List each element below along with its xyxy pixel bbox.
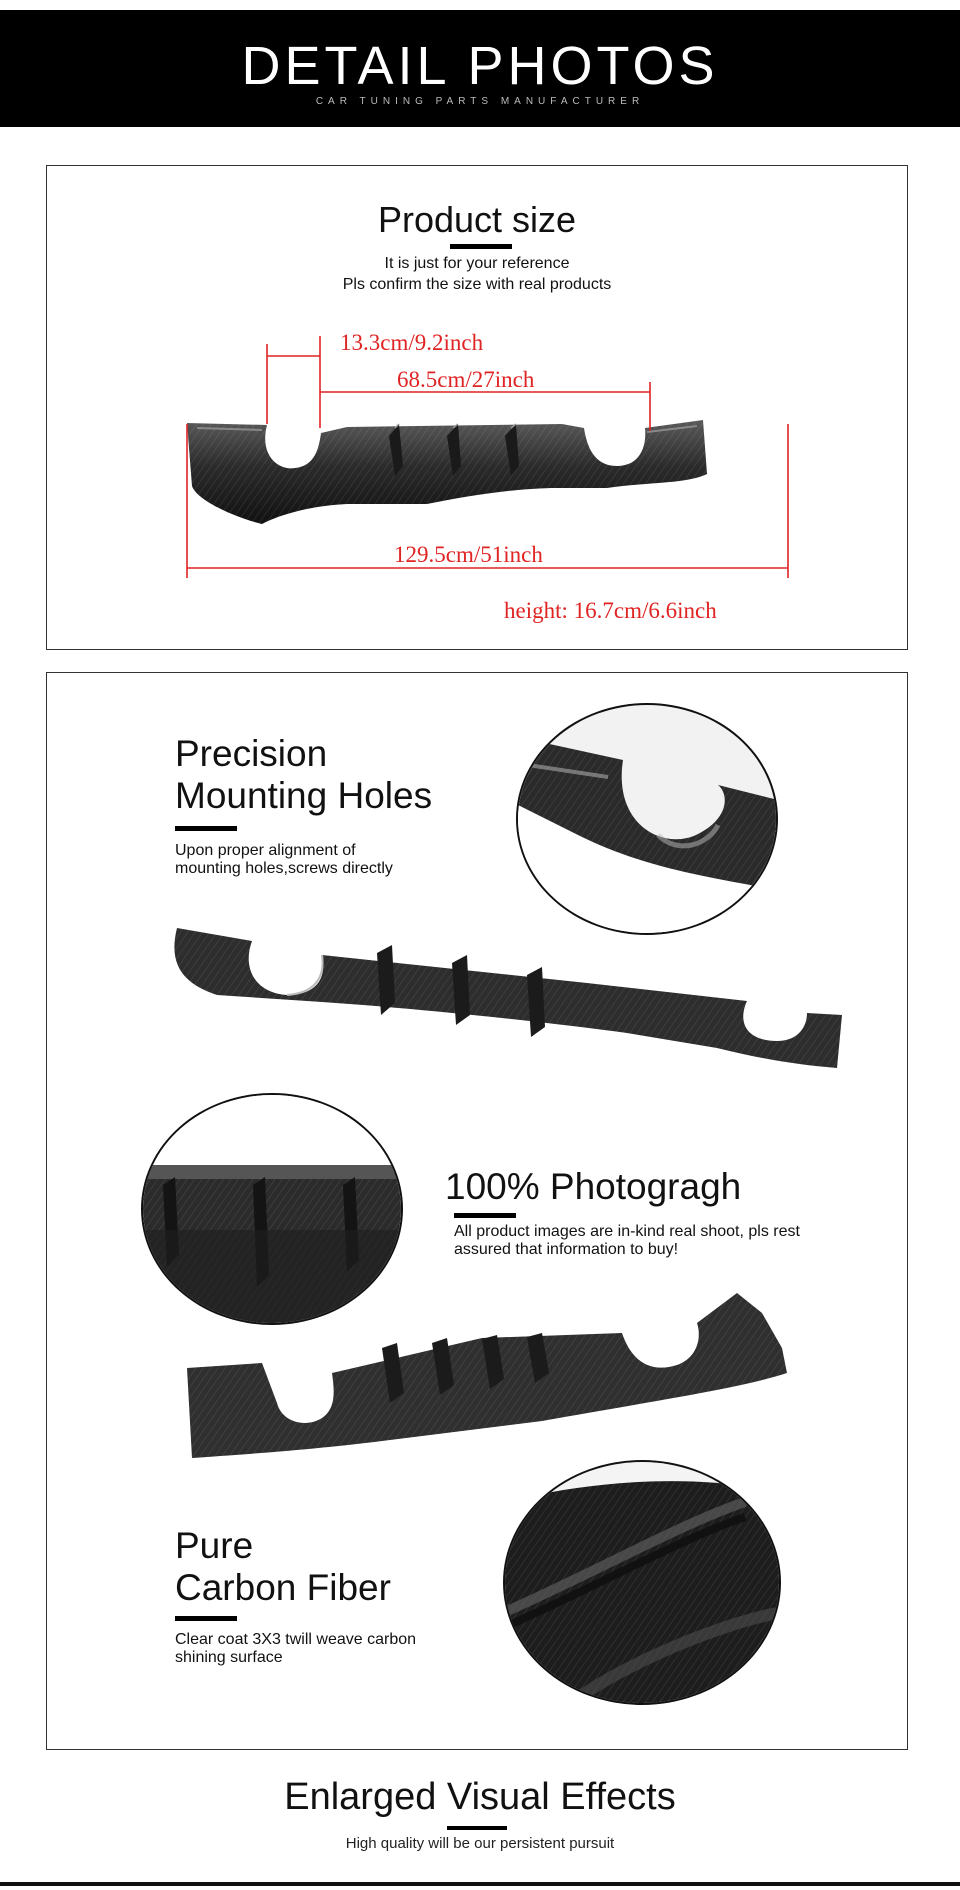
feature-carbon-title-line1: Pure xyxy=(175,1525,254,1566)
dimension-side-label: 13.3cm/9.2inch xyxy=(340,330,484,355)
feature-mounting-desc-line2: mounting holes,screws directly xyxy=(175,860,393,877)
dimension-height-label: height: 16.7cm/6.6inch xyxy=(504,598,717,623)
feature-carbon-title xyxy=(175,1525,391,1609)
closeup-mounting-hole-image xyxy=(516,703,778,935)
diffuser-angle-photo xyxy=(157,923,847,1073)
header-banner xyxy=(0,10,960,127)
footer-title: Enlarged Visual Effects xyxy=(284,1776,676,1818)
feature-carbon-title-line2: Carbon Fiber xyxy=(175,1567,391,1608)
diffuser-image xyxy=(187,420,707,524)
footer-subtitle: High quality will be our persistent pursuit xyxy=(345,1835,615,1852)
size-note-line-1: It is just for your reference xyxy=(384,255,570,272)
features-panel xyxy=(46,672,908,1750)
feature-photo-underline xyxy=(454,1213,516,1218)
feature-photo-desc-line2: assured that information to buy! xyxy=(454,1241,679,1258)
footer-underline xyxy=(447,1826,507,1830)
footer-divider xyxy=(0,1882,960,1886)
closeup-carbon-weave-image xyxy=(503,1460,781,1705)
feature-mounting-title-line1: Precision xyxy=(175,733,328,774)
product-size-panel xyxy=(46,165,908,650)
closeup-fins-image xyxy=(141,1093,403,1325)
feature-carbon-underline xyxy=(175,1616,237,1621)
feature-photo-title: 100% Photogragh xyxy=(445,1166,742,1207)
feature-carbon-desc-line1: Clear coat 3X3 twill weave carbon xyxy=(175,1631,417,1648)
feature-photo-desc-line1: All product images are in-kind real shoot, pls rest xyxy=(454,1223,800,1240)
diffuser-underside-photo xyxy=(182,1293,842,1463)
feature-mounting-title xyxy=(175,733,432,817)
feature-carbon-desc xyxy=(175,1631,416,1667)
dimension-total-label: 129.5cm/51inch xyxy=(394,542,543,567)
banner-subtitle: CAR TUNING PARTS MANUFACTURER xyxy=(315,96,645,107)
banner-title: DETAIL PHOTOS xyxy=(241,36,719,96)
product-size-title: Product size xyxy=(377,199,577,240)
dimension-center-label: 68.5cm/27inch xyxy=(397,367,535,392)
feature-mounting-underline xyxy=(175,826,237,831)
diffuser-dimension-drawing xyxy=(47,166,907,649)
feature-mounting-desc xyxy=(175,842,393,878)
feature-mounting-desc-line1: Upon proper alignment of xyxy=(175,842,356,859)
feature-mounting-title-line2: Mounting Holes xyxy=(175,775,433,816)
feature-carbon-desc-line2: shining surface xyxy=(175,1649,283,1666)
feature-photo-desc xyxy=(454,1223,800,1259)
size-note-line-2: Pls confirm the size with real products xyxy=(342,276,612,293)
